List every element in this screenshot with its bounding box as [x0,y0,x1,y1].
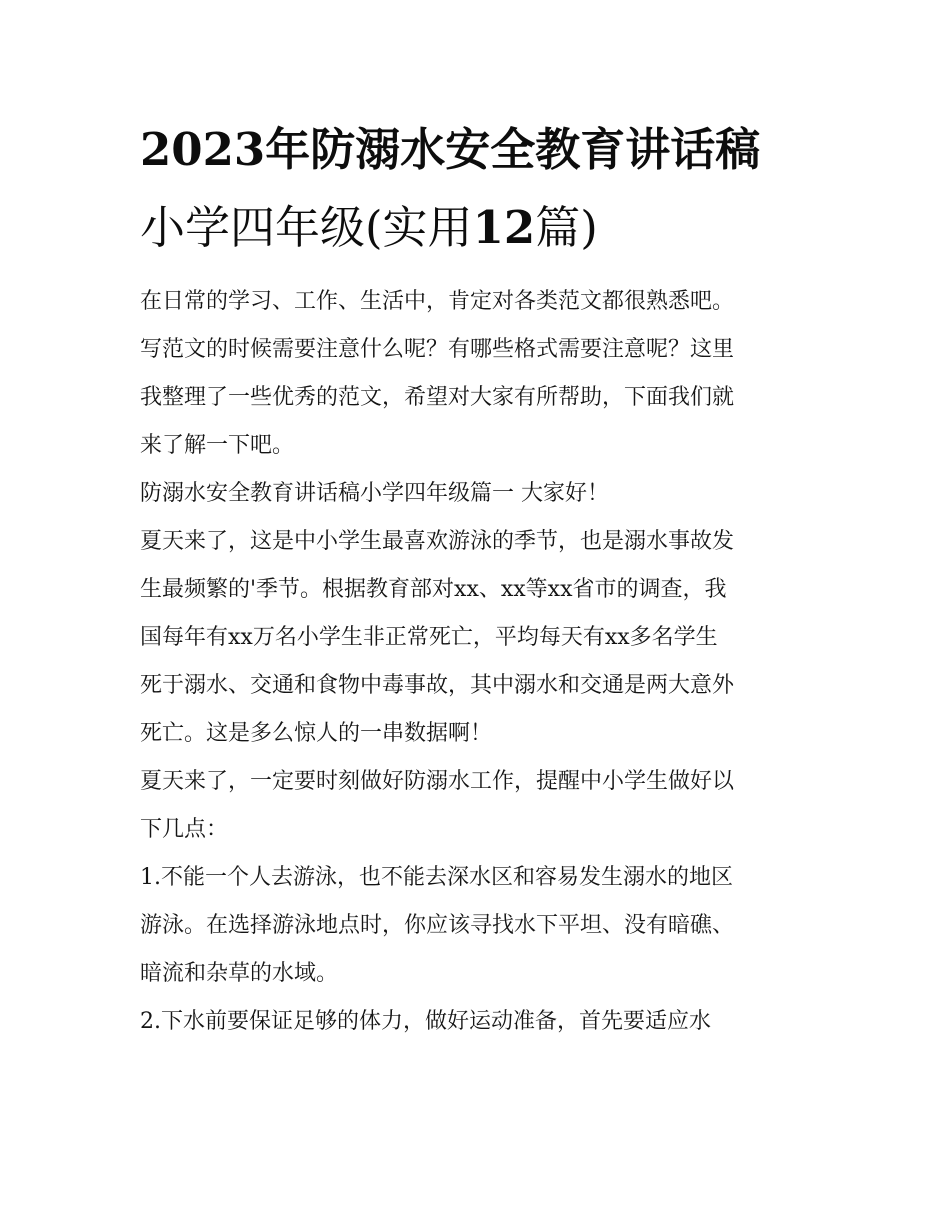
body-line: 写范文的时候需要注意什么呢？有哪些格式需要注意呢？这里 [140,337,735,362]
body-line: 死亡。这是多么惊人的一串数据啊！ [140,721,493,746]
body-line: 在日常的学习、工作、生活中，肯定对各类范文都很熟悉吧。 [140,289,735,314]
document-body [140,278,820,1046]
body-line: 游泳。在选择游泳地点时，你应该寻找水下平坦、没有暗礁、 [140,913,735,938]
body-line: 暗流和杂草的水域。 [140,961,339,986]
title-line-2-prefix: 小学四年级(实用 [140,201,473,254]
body-line: 死于溺水、交通和食物中毒事故，其中溺水和交通是两大意外 [140,673,735,698]
body-line: 夏天来了，一定要时刻做好防溺水工作，提醒中小学生做好以 [140,769,735,794]
title-line-2-number: 12 [472,201,536,254]
body-line: 1.不能一个人去游泳，也不能去深水区和容易发生溺水的地区 [140,865,733,890]
body-line: 下几点： [140,817,229,842]
body-line: 2.下水前要保证足够的体力，做好运动准备，首先要适应水 [140,1009,711,1034]
body-line: 防溺水安全教育讲话稿小学四年级篇一 大家好！ [140,481,609,506]
body-line: 夏天来了，这是中小学生最喜欢游泳的季节，也是溺水事故发 [140,529,735,554]
body-line: 我整理了一些优秀的范文，希望对大家有所帮助，下面我们就 [140,385,735,410]
document-title-line-1: 2023年防溺水安全教育讲话稿 [140,123,761,176]
document-title-line-2 [140,200,598,256]
body-line: 生最频繁的'季节。根据教育部对xx、xx等xx省市的调查，我 [140,577,727,602]
body-line: 来了解一下吧。 [140,433,295,458]
title-line-2-suffix: 篇) [535,201,598,254]
body-line: 国每年有xx万名小学生非正常死亡，平均每天有xx多名学生 [140,625,718,650]
